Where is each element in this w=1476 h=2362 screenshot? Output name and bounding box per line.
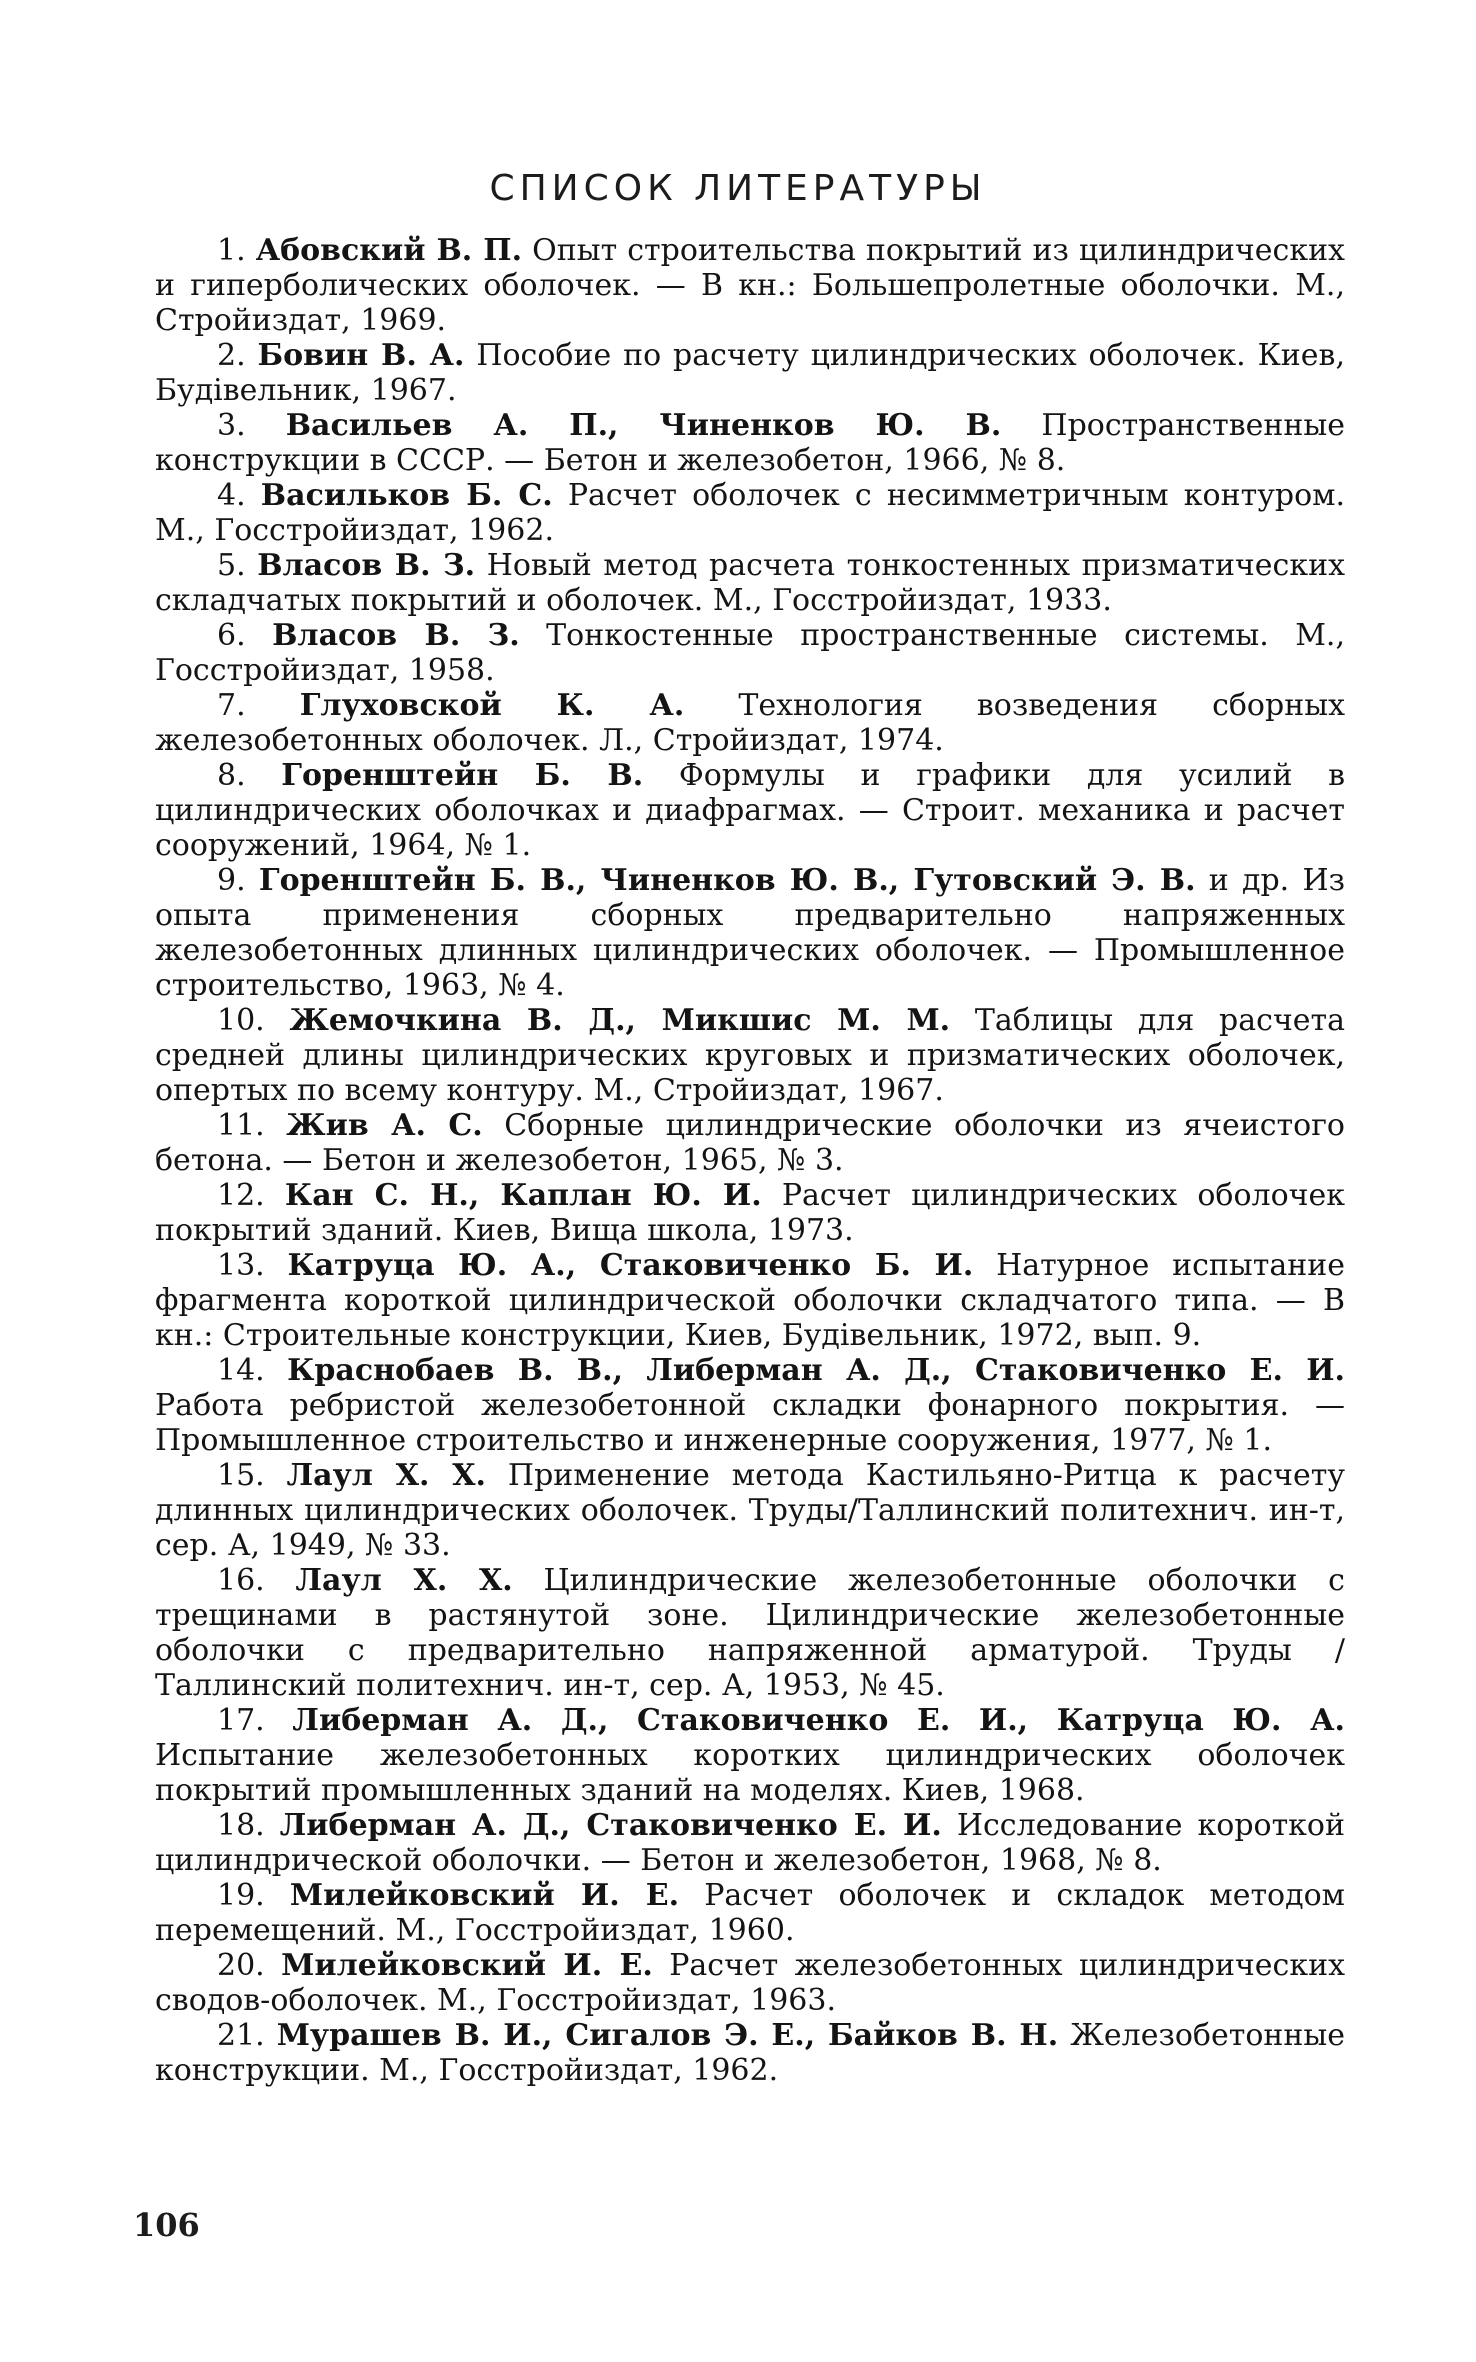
reference-number: 3. [217,408,246,443]
reference-number: 5. [217,548,246,583]
reference-text: Расчет железобетонных цилиндрических сводов-оболочек. М., Госстройиздат, 1963. [155,1948,1345,2018]
reference-text: Сборные цилиндрические оболочки из ячеистого бетона. — Бетон и железобетон, 1965, № 3. [155,1108,1345,1178]
reference-authors: Либерман А. Д., Стаковиченко Е. И. [279,1808,942,1843]
reference-item [155,618,1345,688]
reference-number: 17. [217,1703,265,1738]
reference-authors: Кан С. Н., Каплан Ю. И. [284,1178,762,1213]
reference-item [155,688,1345,758]
reference-text: Расчет оболочек с несимметричным контуром. М., Госстройиздат, 1962. [155,478,1345,548]
reference-number: 8. [217,758,246,793]
reference-text: Пособие по расчету цилиндрических оболочек. Киев, Будівельник, 1967. [155,338,1345,408]
reference-item [155,1178,1345,1248]
reference-authors: Горенштейн Б. В., Чиненков Ю. В., Гутовский Э. В. [258,863,1196,898]
reference-item [155,758,1345,863]
reference-number: 2. [217,338,246,373]
reference-text: Применение метода Кастильяно-Ритца к расчету длинных цилиндрических оболочек. Труды/Таллинский политехнич. ин-т, сер. А, 1949, № 33. [155,1458,1345,1563]
reference-number: 10. [217,1003,265,1038]
reference-item [155,548,1345,618]
reference-number: 19. [217,1878,265,1913]
reference-authors: Абовский В. П. [255,233,523,268]
reference-item [155,1878,1345,1948]
reference-number: 14. [217,1353,265,1388]
reference-authors: Васильков Б. С. [260,478,553,513]
reference-text: Исследование короткой цилиндрической оболочки. — Бетон и железобетон, 1968, № 8. [155,1808,1345,1878]
reference-item [155,478,1345,548]
reference-item [155,1353,1345,1458]
reference-authors: Мурашев В. И., Сигалов Э. Е., Байков В. Н. [276,2018,1059,2053]
reference-authors: Катруца Ю. А., Стаковиченко Б. И. [287,1248,974,1283]
reference-item [155,1458,1345,1563]
reference-authors: Жив А. С. [286,1108,483,1143]
reference-number: 13. [217,1248,265,1283]
reference-number: 18. [217,1808,265,1843]
reference-item [155,408,1345,478]
reference-authors: Бовин В. А. [257,338,465,373]
reference-number: 20. [217,1948,265,1983]
reference-text: Формулы и графики для усилий в цилиндрических оболочках и диафрагмах. — Строит. механика и расчет сооружений, 1964, № 1. [155,758,1346,863]
reference-authors: Власов В. З. [257,548,476,583]
reference-text: Таблицы для расчета средней длины цилиндрических круговых и призматических оболочек, опертых по всему контуру. М., Стройиздат, 1967. [155,1003,1346,1108]
reference-authors: Краснобаев В. В., Либерман А. Д., Стаковиченко Е. И. [287,1353,1345,1388]
reference-number: 9. [217,863,246,898]
reference-text: Тонкостенные пространственные системы. М., Госстройиздат, 1958. [155,618,1345,688]
reference-authors: Горенштейн Б. В. [281,758,644,793]
reference-text: Цилиндрические железобетонные оболочки с трещинами в растянутой зоне. Цилиндрические железобетонные оболочки с предварительно напряженной арматурой. Труды / Таллинский политехнич. ин-т, сер. А, 1953, № 45. [155,1563,1345,1703]
reference-text: Испытание железобетонных коротких цилиндрических оболочек покрытий промышленных зданий на моделях. Киев, 1968. [155,1738,1345,1808]
reference-number: 1. [217,233,246,268]
reference-number: 21. [217,2018,265,2053]
reference-item [155,233,1345,338]
reference-authors: Власов В. З. [272,618,520,653]
reference-number: 15. [217,1458,265,1493]
reference-item [155,1108,1345,1178]
reference-text: и др. Из опыта применения сборных предварительно напряженных железобетонных длинных цилиндрических оболочек. — Промышленное строительство, 1963, № 4. [155,863,1345,1003]
reference-item [155,338,1345,408]
reference-item [155,1808,1345,1878]
reference-item [155,1948,1345,2018]
reference-authors: Лаул Х. Х. [286,1458,487,1493]
reference-text: Натурное испытание фрагмента короткой цилиндрической оболочки складчатого типа. — В кн.: Строительные конструкции, Киев, Будівельник, 1972, вып. 9. [155,1248,1345,1353]
reference-item [155,1003,1345,1108]
reference-text: Работа ребристой железобетонной складки фонарного покрытия. — Промышленное строительство и инженерные сооружения, 1977, № 1. [155,1388,1345,1458]
reference-item [155,2018,1345,2088]
reference-text: Новый метод расчета тонкостенных призматических складчатых покрытий и оболочек. М., Госстройиздат, 1933. [155,548,1345,618]
page-number: 106 [133,2206,200,2244]
reference-authors: Жемочкина В. Д., Микшис М. М. [289,1003,951,1038]
reference-authors: Либерман А. Д., Стаковиченко Е. И., Катруца Ю. А. [292,1703,1345,1738]
reference-item [155,1703,1345,1808]
reference-text: Пространственные конструкции в СССР. — Бетон и железобетон, 1966, № 8. [155,408,1345,478]
reference-authors: Глуховской К. А. [299,688,685,723]
reference-number: 11. [217,1108,265,1143]
reference-authors: Васильев А. П., Чиненков Ю. В. [285,408,1002,443]
reference-item [155,863,1345,1003]
reference-item [155,1563,1345,1703]
reference-text: Железобетонные конструкции. М., Госстройиздат, 1962. [155,2018,1346,2088]
reference-authors: Милейковский И. Е. [289,1878,680,1913]
reference-number: 6. [217,618,246,653]
reference-number: 12. [217,1178,265,1213]
reference-authors: Лаул Х. Х. [295,1563,513,1598]
page-title: СПИСОК ЛИТЕРАТУРЫ [489,168,987,209]
reference-list [155,233,1345,2088]
reference-item [155,1248,1345,1353]
reference-number: 16. [217,1563,265,1598]
reference-text: Опыт строительства покрытий из цилиндрических и гиперболических оболочек. — В кн.: Большепролетные оболочки. М., Стройиздат, 1969. [155,233,1345,338]
reference-number: 4. [217,478,246,513]
reference-text: Расчет цилиндрических оболочек покрытий зданий. Киев, Вища школа, 1973. [155,1178,1345,1248]
reference-text: Расчет оболочек и складок методом перемещений. М., Госстройиздат, 1960. [155,1878,1345,1948]
reference-authors: Милейковский И. Е. [281,1948,653,1983]
reference-number: 7. [217,688,246,723]
reference-text: Технология возведения сборных железобетонных оболочек. Л., Стройиздат, 1974. [155,688,1345,758]
